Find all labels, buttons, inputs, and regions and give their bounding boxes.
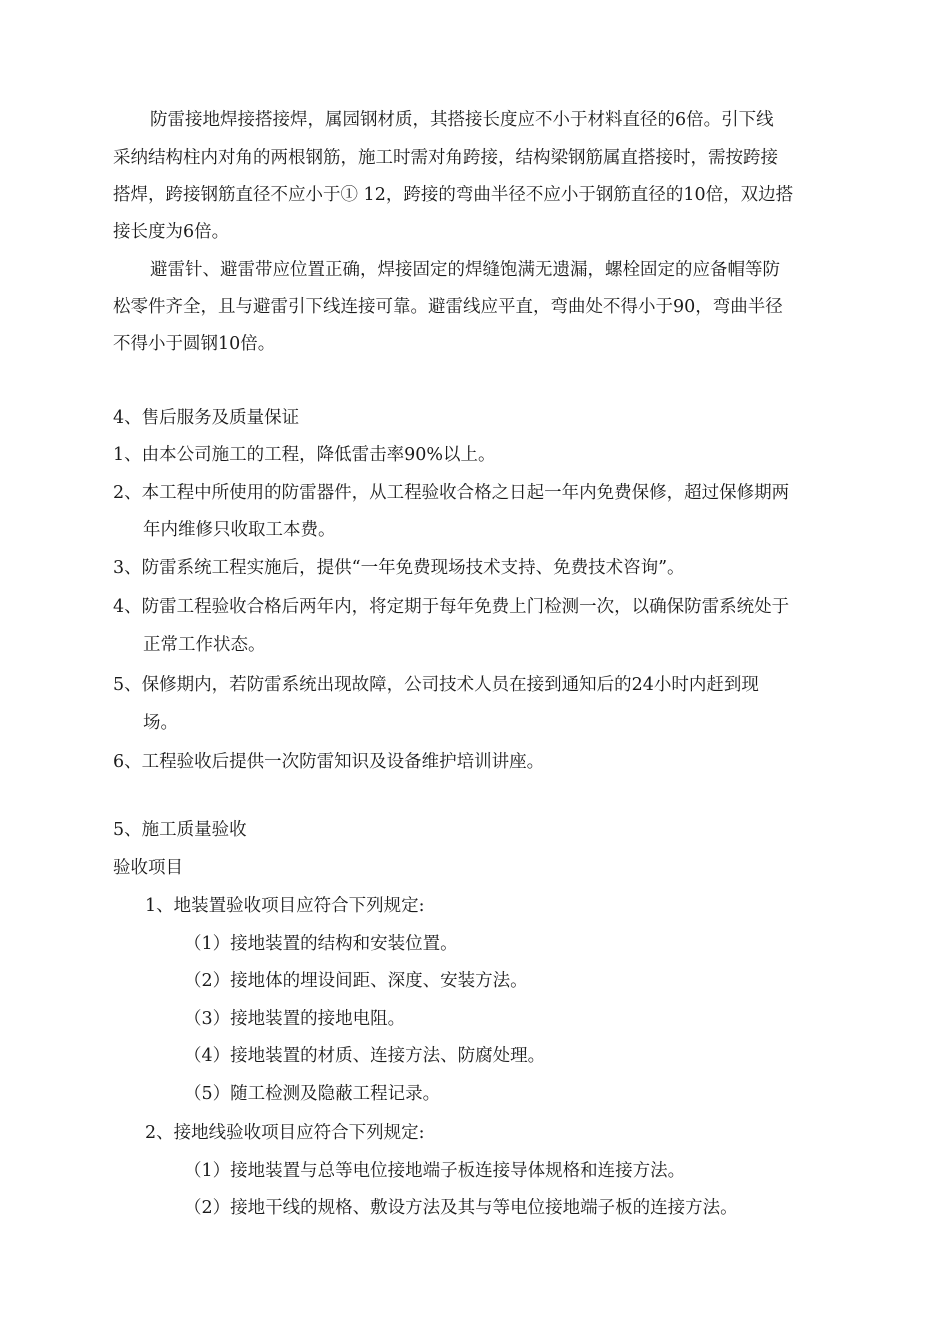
rule-item: （1）接地装置与总等电位接地端子板连接导体规格和连接方法。 — [184, 1161, 686, 1181]
paragraph-line: 防雷接地焊接搭接焊，属园钢材质，其搭接长度应不小于材料直径的6倍。引下线 — [150, 110, 774, 130]
list-item: 3、防雷系统工程实施后，提供“一年免费现场技术支持、免费技术咨询”。 — [113, 558, 685, 578]
rule-item: （2）接地干线的规格、敷设方法及其与等电位接地端子板的连接方法。 — [184, 1198, 738, 1218]
rule-item: （4）接地装置的材质、连接方法、防腐处理。 — [184, 1046, 546, 1066]
paragraph-line: 接长度为6倍。 — [113, 222, 230, 242]
list-item-continuation: 正常工作状态。 — [143, 635, 266, 655]
paragraph-line: 采纳结构柱内对角的两根钢筋，施工时需对角跨接，结构梁钢筋属直搭接时，需按跨接 — [113, 148, 778, 168]
section-heading: 5、施工质量验收 — [113, 820, 247, 840]
paragraph-line: 搭焊，跨接钢筋直径不应小于① 12，跨接的弯曲半径不应小于钢筋直径的10倍，双边搭 — [113, 185, 794, 205]
list-item: 1、由本公司施工的工程，降低雷击率90%以上。 — [113, 445, 496, 465]
list-item-continuation: 场。 — [143, 713, 178, 733]
paragraph-line: 避雷针、避雷带应位置正确，焊接固定的焊缝饱满无遗漏，螺栓固定的应备帽等防 — [150, 260, 780, 280]
paragraph-line: 松零件齐全，且与避雷引下线连接可靠。避雷线应平直，弯曲处不得小于90，弯曲半径 — [113, 297, 783, 317]
list-item-continuation: 年内维修只收取工本费。 — [143, 520, 336, 540]
list-item: 5、保修期内，若防雷系统出现故障，公司技术人员在接到通知后的24小时内赶到现 — [113, 675, 759, 695]
rule-title: 1、地装置验收项目应符合下列规定: — [145, 896, 425, 916]
rule-title: 2、接地线验收项目应符合下列规定: — [145, 1123, 425, 1143]
rule-item: （3）接地装置的接地电阻。 — [184, 1009, 406, 1029]
list-item: 4、防雷工程验收合格后两年内，将定期于每年免费上门检测一次，以确保防雷系统处于 — [113, 597, 790, 617]
rule-item: （1）接地装置的结构和安装位置。 — [184, 934, 458, 954]
list-item: 6、工程验收后提供一次防雷知识及设备维护培训讲座。 — [113, 752, 545, 772]
list-item: 2、本工程中所使用的防雷器件，从工程验收合格之日起一年内免费保修，超过保修期两 — [113, 483, 790, 503]
subheading: 验收项目 — [113, 858, 183, 878]
rule-item: （2）接地体的埋设间距、深度、安装方法。 — [184, 971, 528, 991]
rule-item: （5）随工检测及隐蔽工程记录。 — [184, 1084, 441, 1104]
paragraph-line: 不得小于圆钢10倍。 — [113, 334, 276, 354]
section-heading: 4、售后服务及质量保证 — [113, 408, 300, 428]
